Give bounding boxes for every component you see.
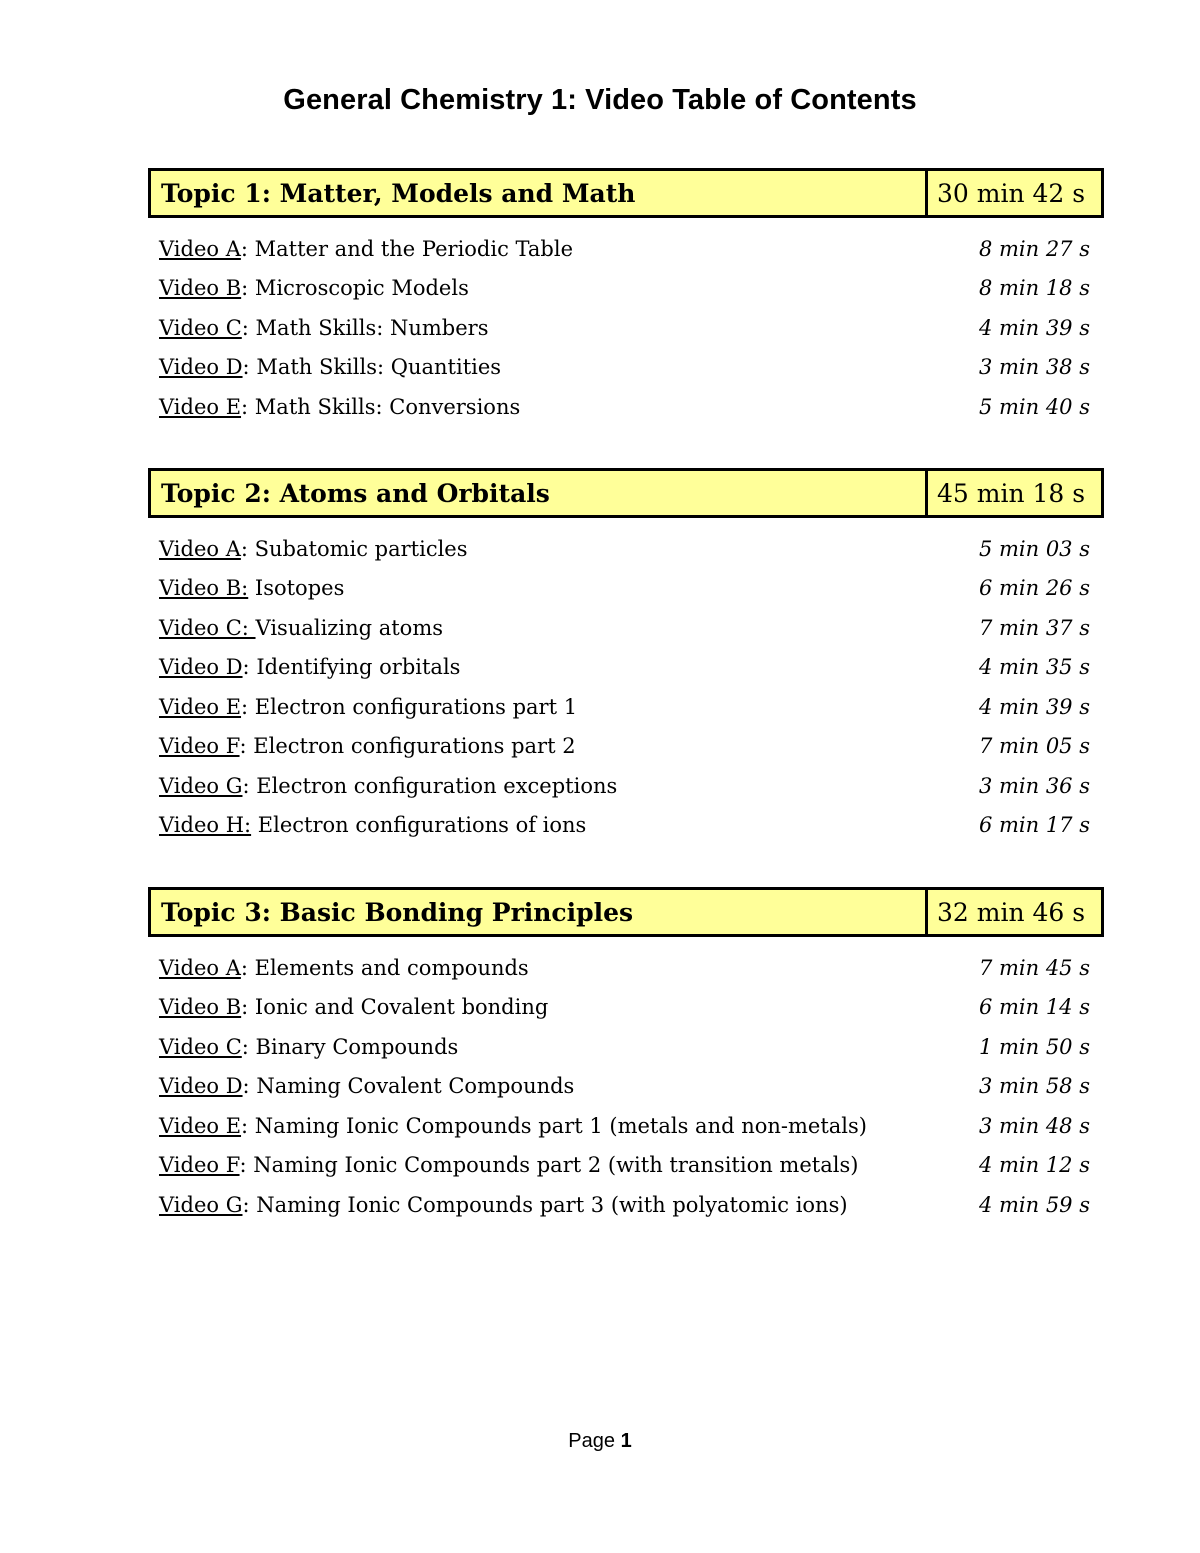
video-link[interactable]: Video E bbox=[159, 394, 242, 419]
video-entry bbox=[159, 237, 573, 261]
video-link[interactable]: Video F bbox=[159, 734, 240, 759]
video-duration: 8 min 27 s bbox=[978, 236, 1090, 261]
video-duration: 6 min 14 s bbox=[978, 995, 1090, 1020]
video-row bbox=[148, 1027, 1104, 1067]
video-entry bbox=[159, 774, 617, 798]
video-title: Visualizing atoms bbox=[255, 615, 444, 640]
video-title: Electron configurations part 1 bbox=[254, 694, 578, 719]
video-link[interactable]: Video B bbox=[159, 995, 242, 1020]
video-duration: 3 min 36 s bbox=[978, 773, 1090, 798]
video-title: Math Skills: Numbers bbox=[255, 315, 489, 340]
video-row bbox=[148, 1106, 1104, 1146]
video-entry bbox=[159, 355, 501, 379]
topic-section bbox=[148, 887, 1104, 1225]
video-title: Isotopes bbox=[254, 576, 345, 601]
video-duration: 6 min 26 s bbox=[978, 576, 1090, 601]
video-duration: 6 min 17 s bbox=[978, 813, 1090, 838]
video-duration: 3 min 38 s bbox=[978, 355, 1090, 380]
video-row bbox=[148, 687, 1104, 727]
video-link[interactable]: Video E bbox=[159, 694, 242, 719]
video-duration: 3 min 58 s bbox=[978, 1074, 1090, 1099]
video-duration: 4 min 12 s bbox=[978, 1153, 1090, 1178]
video-duration: 1 min 50 s bbox=[978, 1034, 1090, 1059]
video-entry bbox=[159, 276, 469, 300]
video-entry bbox=[159, 655, 460, 679]
page-title: General Chemistry 1: Video Table of Contents bbox=[283, 84, 917, 116]
topic-header bbox=[148, 168, 1104, 218]
video-separator: : bbox=[241, 276, 255, 301]
video-entry bbox=[159, 734, 576, 758]
video-link[interactable]: Video A bbox=[159, 536, 241, 561]
video-duration: 4 min 39 s bbox=[978, 315, 1090, 340]
video-duration: 7 min 05 s bbox=[978, 734, 1090, 759]
video-row bbox=[148, 529, 1104, 569]
video-link[interactable]: Video H: bbox=[159, 813, 252, 838]
topic-title: Topic 1: Matter, Models and Math bbox=[151, 171, 928, 215]
video-entry bbox=[159, 395, 520, 419]
video-separator: : bbox=[241, 995, 255, 1020]
video-entry bbox=[159, 1193, 848, 1217]
video-link[interactable]: Video G bbox=[159, 773, 243, 798]
video-row bbox=[148, 948, 1104, 988]
video-title: Subatomic particles bbox=[254, 536, 468, 561]
video-separator: : bbox=[242, 1192, 257, 1217]
video-duration: 4 min 39 s bbox=[978, 694, 1090, 719]
video-row bbox=[148, 608, 1104, 648]
video-separator bbox=[248, 576, 255, 600]
video-separator: : bbox=[239, 1153, 254, 1178]
video-row bbox=[148, 1067, 1104, 1107]
video-separator: : bbox=[241, 1034, 256, 1059]
video-link[interactable]: Video D bbox=[159, 655, 243, 680]
video-entry bbox=[159, 576, 344, 600]
video-entry bbox=[159, 1035, 458, 1059]
video-list bbox=[148, 529, 1104, 845]
video-row bbox=[148, 1146, 1104, 1186]
video-title: Elements and compounds bbox=[254, 955, 529, 980]
video-row bbox=[148, 569, 1104, 609]
video-row bbox=[148, 348, 1104, 388]
video-link[interactable]: Video G bbox=[159, 1192, 243, 1217]
video-title: Microscopic Models bbox=[254, 276, 469, 301]
video-link[interactable]: Video B bbox=[159, 276, 242, 301]
video-title: Math Skills: Conversions bbox=[254, 394, 521, 419]
video-entry bbox=[159, 537, 468, 561]
page-number-value: 1 bbox=[620, 1430, 632, 1452]
video-link[interactable]: Video E bbox=[159, 1113, 242, 1138]
video-duration: 4 min 35 s bbox=[978, 655, 1090, 680]
video-entry bbox=[159, 316, 489, 340]
video-separator: : bbox=[241, 394, 255, 419]
video-separator bbox=[251, 813, 258, 837]
video-title: Math Skills: Quantities bbox=[256, 355, 502, 380]
video-row bbox=[148, 988, 1104, 1028]
topic-section bbox=[148, 468, 1104, 845]
video-link[interactable]: Video D bbox=[159, 355, 243, 380]
video-entry bbox=[159, 956, 529, 980]
video-title: Electron configuration exceptions bbox=[256, 773, 618, 798]
video-separator: : bbox=[242, 773, 257, 798]
video-list bbox=[148, 948, 1104, 1225]
video-separator: : bbox=[241, 315, 256, 340]
topic-title: Topic 2: Atoms and Orbitals bbox=[151, 471, 928, 515]
video-duration: 4 min 59 s bbox=[978, 1192, 1090, 1217]
video-row bbox=[148, 269, 1104, 309]
video-separator: : bbox=[239, 734, 254, 759]
video-row bbox=[148, 229, 1104, 269]
video-title: Naming Ionic Compounds part 1 (metals and non-metals) bbox=[254, 1113, 867, 1138]
topic-total-duration: 45 min 18 s bbox=[937, 478, 1086, 508]
video-row bbox=[148, 766, 1104, 806]
video-row bbox=[148, 387, 1104, 427]
video-link[interactable]: Video A bbox=[159, 236, 241, 261]
video-title: Matter and the Periodic Table bbox=[254, 236, 574, 261]
video-title: Electron configurations of ions bbox=[257, 813, 587, 838]
video-duration: 3 min 48 s bbox=[978, 1113, 1090, 1138]
video-row bbox=[148, 308, 1104, 348]
video-separator: : bbox=[241, 1113, 255, 1138]
video-title: Identifying orbitals bbox=[256, 655, 461, 680]
video-separator: : bbox=[242, 355, 257, 380]
video-list bbox=[148, 229, 1104, 427]
page-number-label: Page bbox=[568, 1430, 616, 1452]
video-duration: 8 min 18 s bbox=[978, 276, 1090, 301]
video-title: Ionic and Covalent bonding bbox=[254, 995, 549, 1020]
video-row bbox=[148, 1185, 1104, 1225]
video-row bbox=[148, 727, 1104, 767]
video-entry bbox=[159, 813, 586, 837]
page-number bbox=[0, 1430, 1200, 1453]
video-entry bbox=[159, 1153, 858, 1177]
video-separator: : bbox=[240, 955, 255, 980]
video-link[interactable]: Video C bbox=[159, 1034, 242, 1059]
topic-total-duration: 32 min 46 s bbox=[937, 897, 1086, 927]
video-link[interactable]: Video C: bbox=[159, 615, 256, 640]
video-title: Naming Ionic Compounds part 2 (with transition metals) bbox=[253, 1153, 859, 1178]
video-link[interactable]: Video A bbox=[159, 955, 241, 980]
video-entry bbox=[159, 616, 443, 640]
topic-header bbox=[148, 468, 1104, 518]
video-entry bbox=[159, 695, 577, 719]
video-entry bbox=[159, 1074, 574, 1098]
video-separator: : bbox=[242, 655, 257, 680]
video-link[interactable]: Video D bbox=[159, 1074, 243, 1099]
topic-title: Topic 3: Basic Bonding Principles bbox=[151, 890, 928, 934]
video-separator: : bbox=[240, 536, 255, 561]
video-title: Electron configurations part 2 bbox=[253, 734, 576, 759]
video-row bbox=[148, 806, 1104, 846]
video-separator: : bbox=[241, 694, 255, 719]
video-title: Naming Covalent Compounds bbox=[256, 1074, 575, 1099]
video-link[interactable]: Video C bbox=[159, 315, 242, 340]
video-link[interactable]: Video B: bbox=[159, 576, 249, 601]
topic-header bbox=[148, 887, 1104, 937]
video-title: Binary Compounds bbox=[255, 1034, 459, 1059]
video-duration: 7 min 37 s bbox=[978, 615, 1090, 640]
video-separator: : bbox=[240, 236, 255, 261]
video-duration: 5 min 03 s bbox=[978, 536, 1090, 561]
video-entry bbox=[159, 995, 548, 1019]
video-link[interactable]: Video F bbox=[159, 1153, 240, 1178]
topic-section bbox=[148, 168, 1104, 427]
video-duration: 5 min 40 s bbox=[978, 394, 1090, 419]
video-title: Naming Ionic Compounds part 3 (with polyatomic ions) bbox=[256, 1192, 848, 1217]
topic-total-duration: 30 min 42 s bbox=[937, 178, 1086, 208]
video-separator: : bbox=[242, 1074, 257, 1099]
video-entry bbox=[159, 1114, 867, 1138]
video-duration: 7 min 45 s bbox=[978, 955, 1090, 980]
video-row bbox=[148, 648, 1104, 688]
